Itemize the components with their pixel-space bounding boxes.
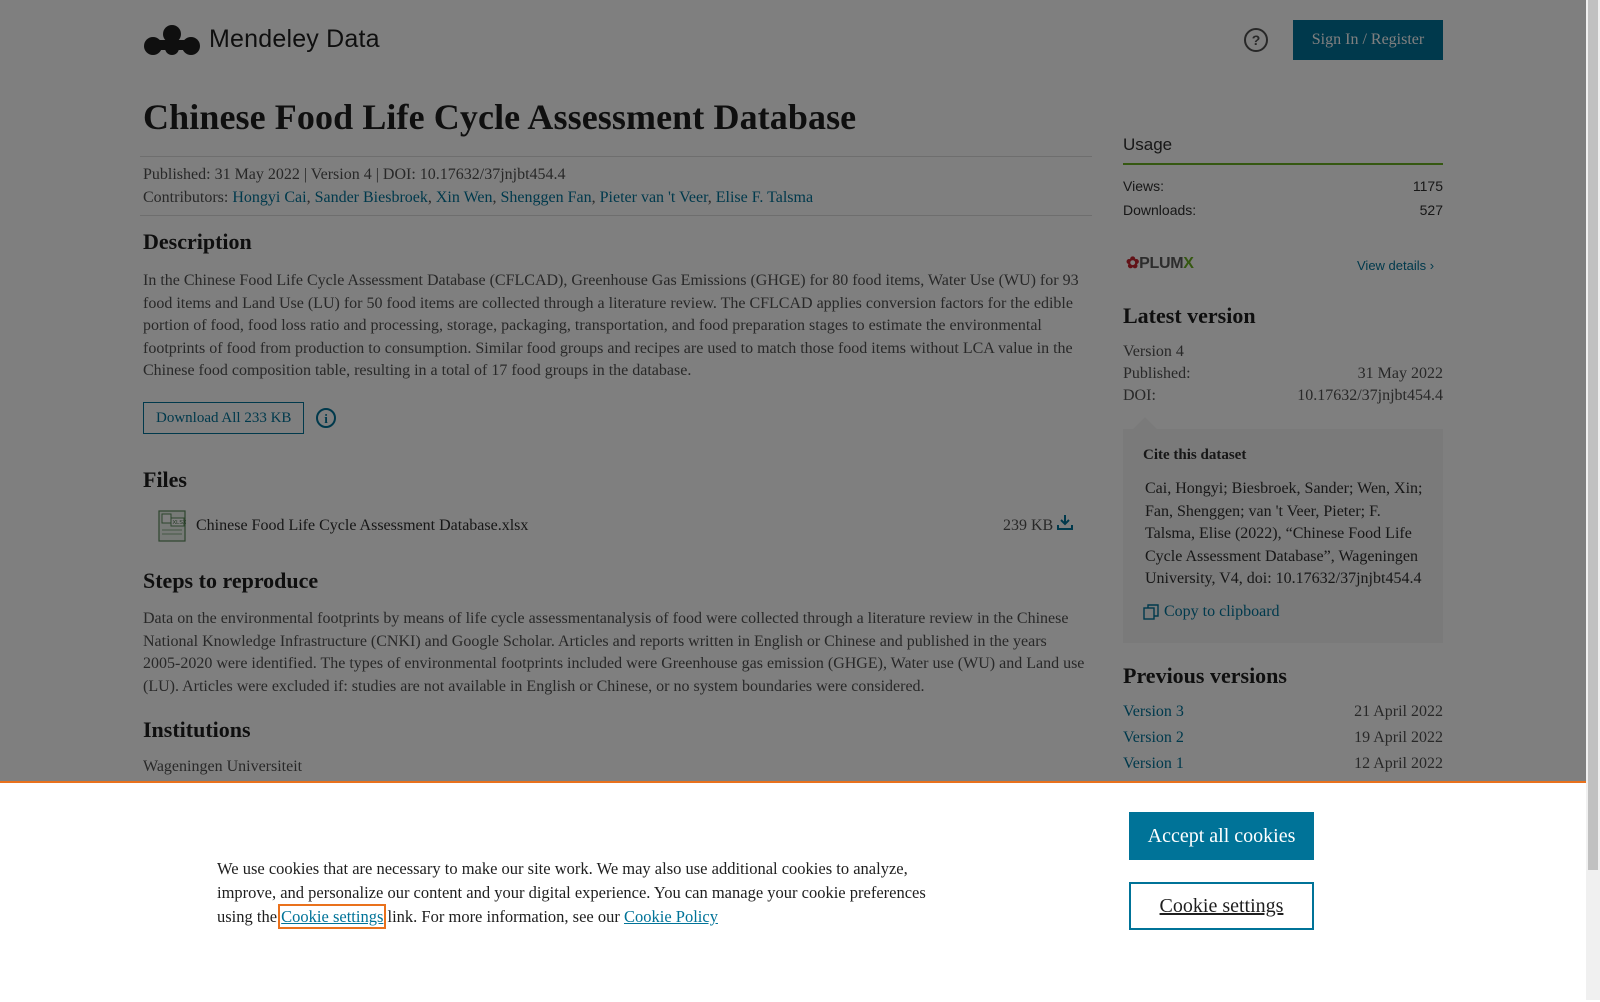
scrollbar-thumb[interactable]	[1588, 0, 1598, 870]
cookie-policy-link[interactable]: Cookie Policy	[623, 907, 718, 926]
cookie-message	[217, 857, 932, 929]
cookie-text-2: link. For more information, see our	[383, 907, 624, 926]
cookie-banner	[0, 781, 1586, 1002]
cookie-settings-link[interactable]: Cookie settings	[281, 907, 384, 926]
cookie-settings-button[interactable]: Cookie settings	[1129, 882, 1314, 930]
vertical-scrollbar[interactable]	[1586, 0, 1600, 1000]
accept-all-cookies-button[interactable]: Accept all cookies	[1129, 812, 1314, 860]
cookie-text-1: We use cookies that are necessary to make our site work. We may also use additional cookies to analyze, improve, and personalize our content and your digital experience. You can manage your cookie preferences using the	[217, 859, 926, 926]
